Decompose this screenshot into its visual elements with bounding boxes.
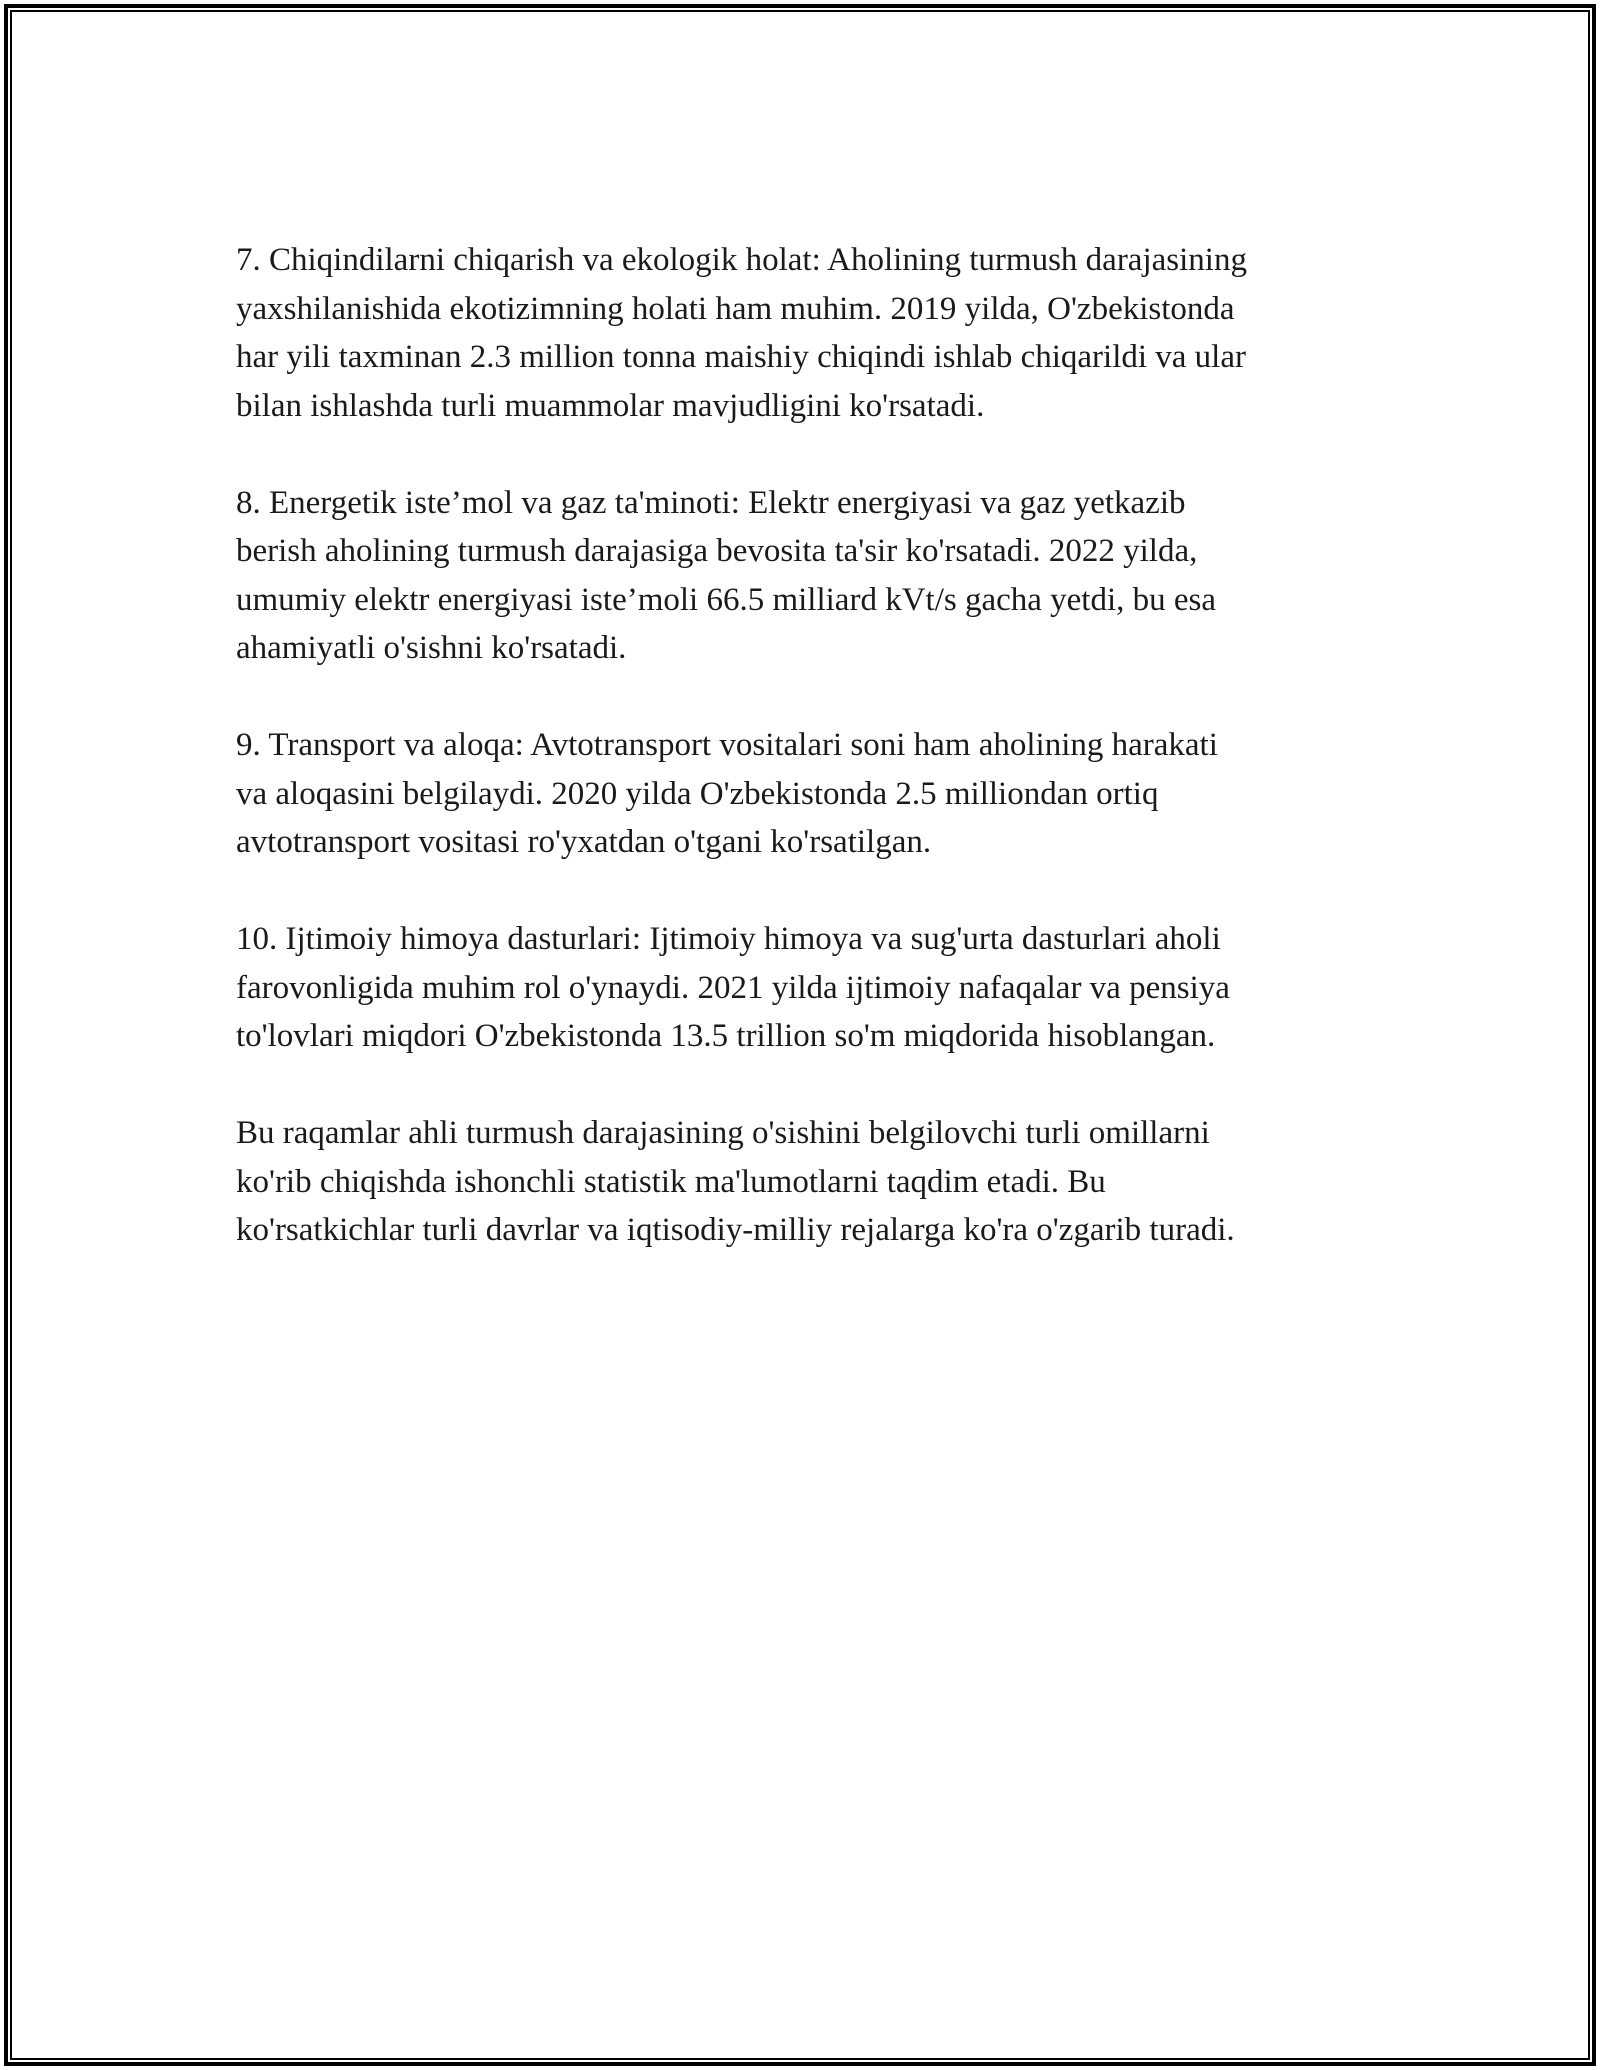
text-line: farovonligida muhim rol o'ynaydi. 2021 yilda ijtimoiy nafaqalar va pensiya: [236, 969, 1230, 1006]
text-line: bilan ishlashda turli muammolar mavjudligini ko'rsatadi.: [236, 387, 985, 424]
paragraph-social-protection: [236, 915, 1386, 1061]
paragraph-ecology: [236, 236, 1386, 430]
text-line: ahamiyatli o'sishni ko'rsatadi.: [236, 630, 627, 666]
text-line: 8. Energetik iste’mol va gaz ta'minoti: Elektr energiyasi va gaz yetkazib: [236, 484, 1186, 521]
text-line: ko'rib chiqishda ishonchli statistik ma'lumotlarni taqdim etadi. Bu: [236, 1163, 1106, 1200]
paragraph-transport: [236, 721, 1386, 867]
text-line: berish aholining turmush darajasiga bevosita ta'sir ko'rsatadi. 2022 yilda,: [236, 533, 1198, 569]
text-line: 10. Ijtimoiy himoya dasturlari: Ijtimoiy himoya va sug'urta dasturlari aholi: [236, 921, 1221, 957]
text-line: har yili taxminan 2.3 million tonna maishiy chiqindi ishlab chiqarildi va ular: [236, 339, 1246, 375]
text-line: yaxshilanishida ekotizimning holati ham muhim. 2019 yilda, O'zbekistonda: [236, 290, 1235, 327]
text-line: to'lovlari miqdori O'zbekistonda 13.5 trillion so'm miqdorida hisoblangan.: [236, 1018, 1216, 1054]
paragraph-conclusion: [236, 1109, 1386, 1255]
paragraph-energy: [236, 479, 1386, 673]
text-line: 7. Chiqindilarni chiqarish va ekologik holat: Aholining turmush darajasining: [236, 242, 1247, 278]
text-line: va aloqasini belgilaydi. 2020 yilda O'zbekistonda 2.5 milliondan ortiq: [236, 775, 1159, 812]
text-line: 9. Transport va aloqa: Avtotransport vositalari soni ham aholining harakati: [236, 727, 1218, 763]
text-line: umumiy elektr energiyasi iste’moli 66.5 milliard kVt/s gacha yetdi, bu esa: [236, 581, 1217, 618]
text-line: Bu raqamlar ahli turmush darajasining o'sishini belgilovchi turli omillarni: [236, 1115, 1210, 1151]
document-body: [236, 236, 1386, 1255]
text-line: avtotransport vositasi ro'yxatdan o'tgani ko'rsatilgan.: [236, 824, 932, 860]
text-line: ko'rsatkichlar turli davrlar va iqtisodiy-milliy rejalarga ko'ra o'zgarib turadi.: [236, 1212, 1235, 1248]
